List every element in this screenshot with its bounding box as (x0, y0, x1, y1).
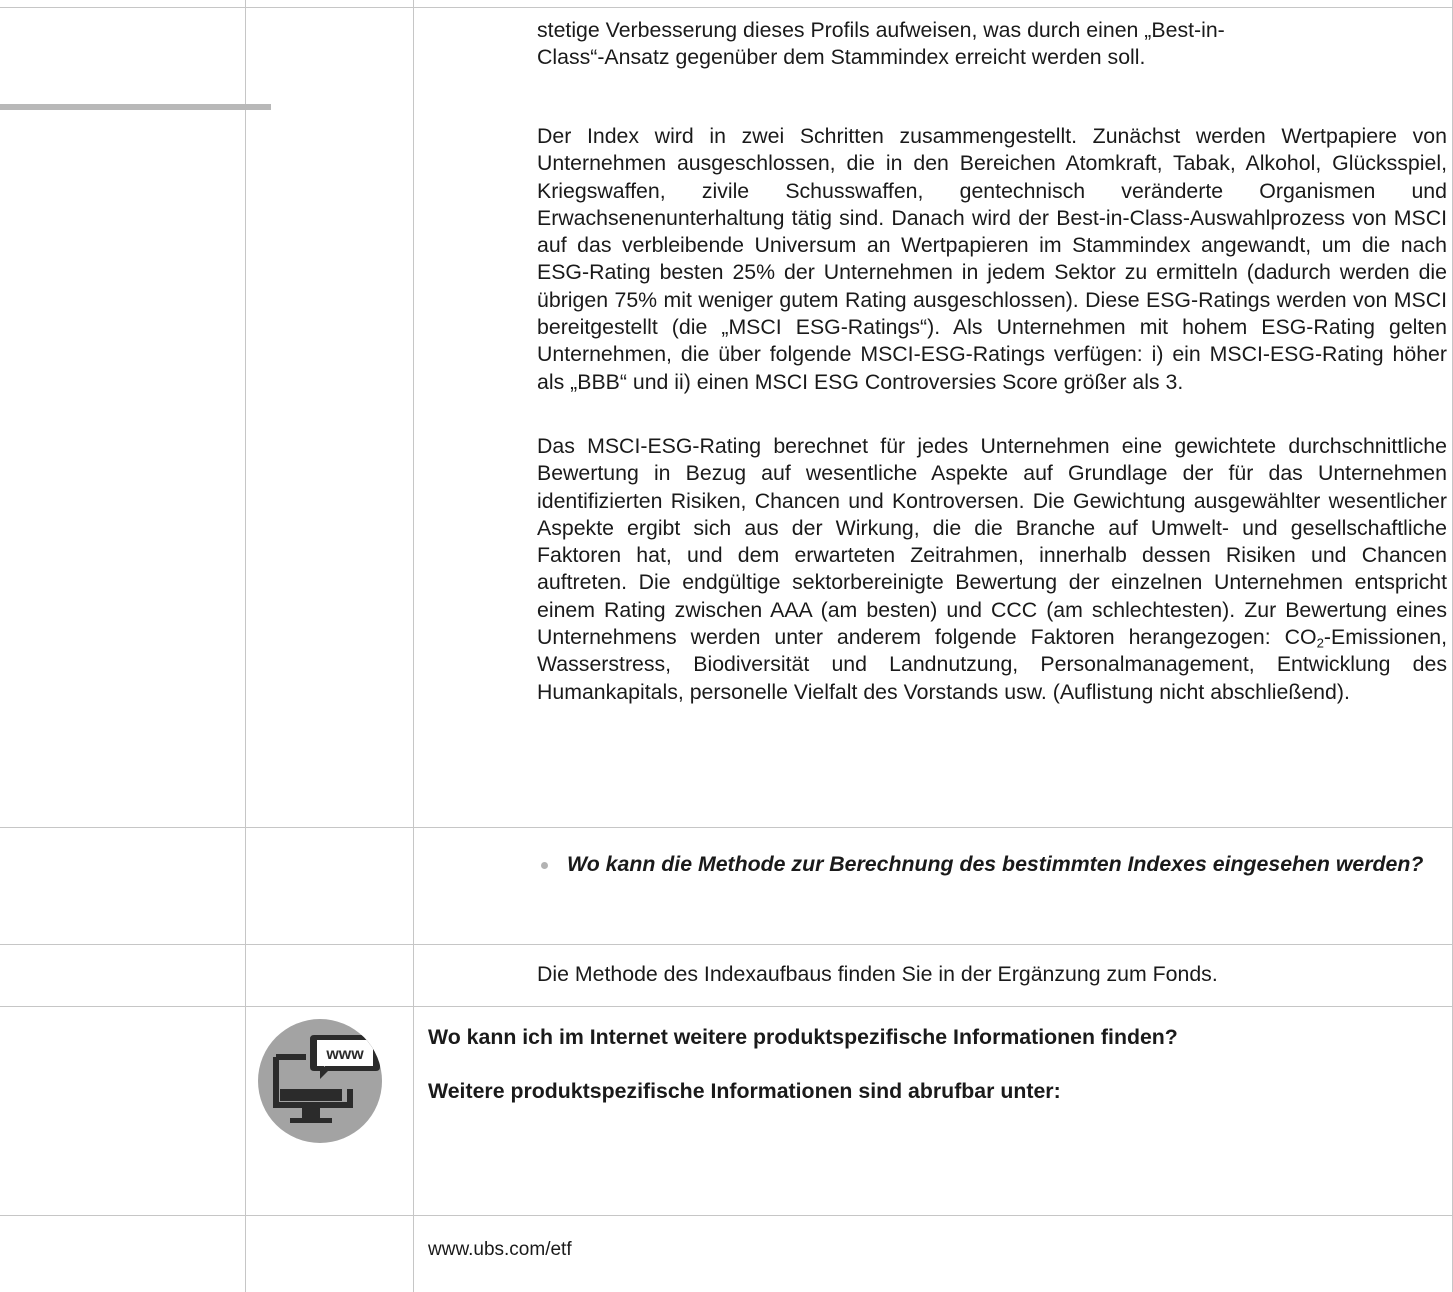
esg-rating-text-b: -Emissionen, Wasserstress, Biodiversität und Landnutzung, Personalmanagement, Entwicklung des Humankapitals, personelle Vielfalt des Vorstands usw. (Auflistung nicht abschließend). (537, 625, 1447, 704)
esg-rating-paragraph (537, 433, 1447, 706)
internet-subheading: Weitere produktspezifische Informationen sind abrufbar unter: (428, 1079, 1061, 1103)
methodology-answer: Die Methode des Indexaufbaus finden Sie in der Ergänzung zum Fonds. (537, 962, 1218, 986)
row-divider-4 (0, 1215, 1453, 1216)
esg-rating-text-a: Das MSCI-ESG-Rating berechnet für jedes Unternehmen eine gewichtete durchschnittliche Bewertung in Bezug auf wesentliche Aspekte auf Grundlage der für das Unternehmen identifizierten Risiken, Chancen und Kontroversen. Die Gewichtung ausgewählter wesentlicher Aspekte ergibt sich aus der Wirkung, die die Branche auf Umwelt- und gesellschaftliche Faktoren hat, und dem erwarteten Zeitrahmen, innerhalb dessen Risiken und Chancen auftreten. Die endgültige sektorbereinigte Bewertung der einzelnen Unternehmen entspricht einem Rating zwischen AAA (am besten) und CCC (am schlechtesten). Zur Bewertung eines Unternehmens werden unter anderem folgende Faktoren herangezogen: CO (537, 434, 1447, 650)
row-divider-2 (0, 944, 1453, 945)
row-divider-3 (0, 1006, 1453, 1007)
internet-question: Wo kann ich im Internet weitere produktspezifische Informationen finden? (428, 1025, 1178, 1049)
column-divider-2 (413, 0, 414, 1292)
intro-line-2: Class“-Ansatz gegenüber dem Stammindex erreicht werden soll. (537, 45, 1146, 69)
intro-line-1: stetige Verbesserung dieses Profils aufweisen, was durch einen „Best-in- (537, 18, 1225, 42)
co2-subscript: 2 (1316, 635, 1324, 651)
section-marker-bar (0, 104, 271, 110)
row-divider-1 (0, 827, 1453, 828)
methodology-question: Wo kann die Methode zur Berechnung des bestimmten Indexes eingesehen werden? (567, 852, 1424, 876)
column-divider-1 (245, 0, 246, 1292)
computer-www-icon (258, 1019, 382, 1143)
top-rule (0, 7, 1453, 8)
www-icon-label: www (326, 1046, 364, 1063)
index-composition-paragraph: Der Index wird in zwei Schritten zusammengestellt. Zunächst werden Wertpapiere von Unternehmen ausgeschlossen, die in den Bereichen Atomkraft, Tabak, Alkohol, Glücksspiel, Kriegswaffen, zivile Schusswaffen, gentechnisch veränderte Organismen und Erwachsenenunterhaltung tätig sind. Danach wird der Best-in-Class-Auswahlprozess von MSCI auf das verbleibende Universum an Wertpapieren im Stammindex angewandt, um die nach ESG-Rating besten 25% der Unternehmen in jedem Sektor zu ermitteln (dadurch werden die übrigen 75% mit weniger gutem Rating ausgeschlossen). Diese ESG-Ratings werden von MSCI bereitgestellt (die „MSCI ESG-Ratings“). Als Unternehmen mit hohem ESG-Rating gelten Unternehmen, die über folgende MSCI-ESG-Ratings verfügen: i) ein MSCI-ESG-Rating höher als „BBB“ und ii) einen MSCI ESG Controversies Score größer als 3. (537, 124, 1447, 394)
product-info-link[interactable]: www.ubs.com/etf (428, 1239, 572, 1260)
